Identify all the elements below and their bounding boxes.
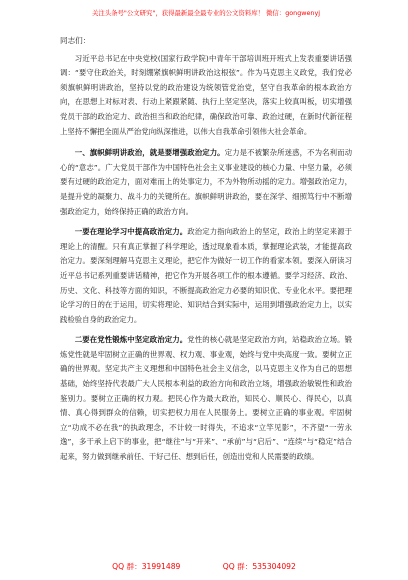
section-1-body: 定力是不被繁杂所迷惑，不为名利而动心的“意志”。广大党员干部作为中国特色社会主义事业建设的核心力量、中坚力量，必须要有过硬的政治定力，面对难而上的处事定力，不为外物所动摇的定力。增强政治定力，是提升党的凝聚力、战斗力的关键所在。旗帜鲜明讲政治，要在深学、细照笃行中不断增强政治定力，始终保持正确的政治方向。	[60, 148, 352, 216]
intro-paragraph: 习近平总书记在中央党校(国家行政学院)中青年干部培训班开班式上发表重要讲话强调：“要守住政治关，时刻绷紧旗帜鲜明讲政治这根弦”。作为马克思主义政党，我们党必须旗帜鲜明讲政治，坚持以党的政治建设为统领管党治党，坚守自我革命的根本政治方向，在思想上对标对表、行动上紧跟紧随、执行上坚定坚决，落实上较真叫板，切实增强党员干部的政治定力、政治担当和政治纪律，确保政治可靠、政治过硬，在新时代新征程上坚持不懈把全面从严治党向纵深推进，以伟大自我革命引领伟大社会革命。	[60, 53, 352, 136]
greeting: 同志们：	[60, 36, 91, 45]
section-3-heading: 二要在党性锻炼中坚定政治定力。	[74, 335, 188, 345]
section-2-paragraph	[60, 225, 352, 327]
section-2-body: 政治定力指向政治上的坚定，政治上的坚定来源于理论上的清醒。只有真正掌握了科学理论，透过现象看本质，掌握理论武装，才能提高政治定力。要深刻理解马克思主义理论，把它作为做好一切工作的看家本领。要深入研读习近平总书记系列重要讲话精神，把它作为开展各项工作的根本遵循。要学习经济、政治、历史、文化、科技等方面的知识，不断提高政治定力必要的知识优、专业化水平。要把理论学习的日的在于运用，切实将理论、知识结合到实际中，运用到增强政治定力上，以实践检验自身的政治定力。	[60, 227, 352, 324]
section-1-heading: 一、旗帜鲜明讲政治，就是要增强政治定力。	[74, 148, 225, 158]
section-3-body: 党性的核心就是坚定政治方向，站稳政治立场。锻炼党性就是牢固树立正确的世界观、权力观、事业观，始终与党中央高度一致。要树立正确的世界观。坚定共产主义理想和中国特色社会主义信念，以马克思主义作为自己的思想基础，始终坚持代表最广大人民根本利益的政治方向和政治立场，增强政治敏锐性和政治鉴别力。要树立正确的权力观。把民心作为最大政治，知民心、顺民心、得民心，以真情、真心得到群众的信赖，切实把权力用在人民服务上。要树立正确的事业观。牢固树立“功成不必在我”的执政理念，不计较一时得失，不追求“立竿见影”，不齐望“一劳永逸”，多干承上启下的事业，把“继往”与“开来”、“承前”与“启后”、“连续”与“稳定”结合起来，努力做到继承前任、干好己任、想到后任，创造出党和人民需要的政绩。	[60, 335, 352, 462]
footer-contacts	[0, 560, 408, 574]
document-body	[60, 34, 352, 471]
qq-group-2: QQ 群：535304092	[222, 562, 296, 571]
section-2-heading: 一要在理论学习中提高政治定力。	[74, 227, 188, 237]
section-1-paragraph	[60, 146, 352, 219]
qq-group-1: QQ 群：31991489	[112, 562, 181, 571]
section-3-paragraph	[60, 333, 352, 464]
header-banner: 关注头条号"公文研究"，获得最新最全最专业的公文资料库！ 微信：gongwenyj	[91, 9, 321, 17]
